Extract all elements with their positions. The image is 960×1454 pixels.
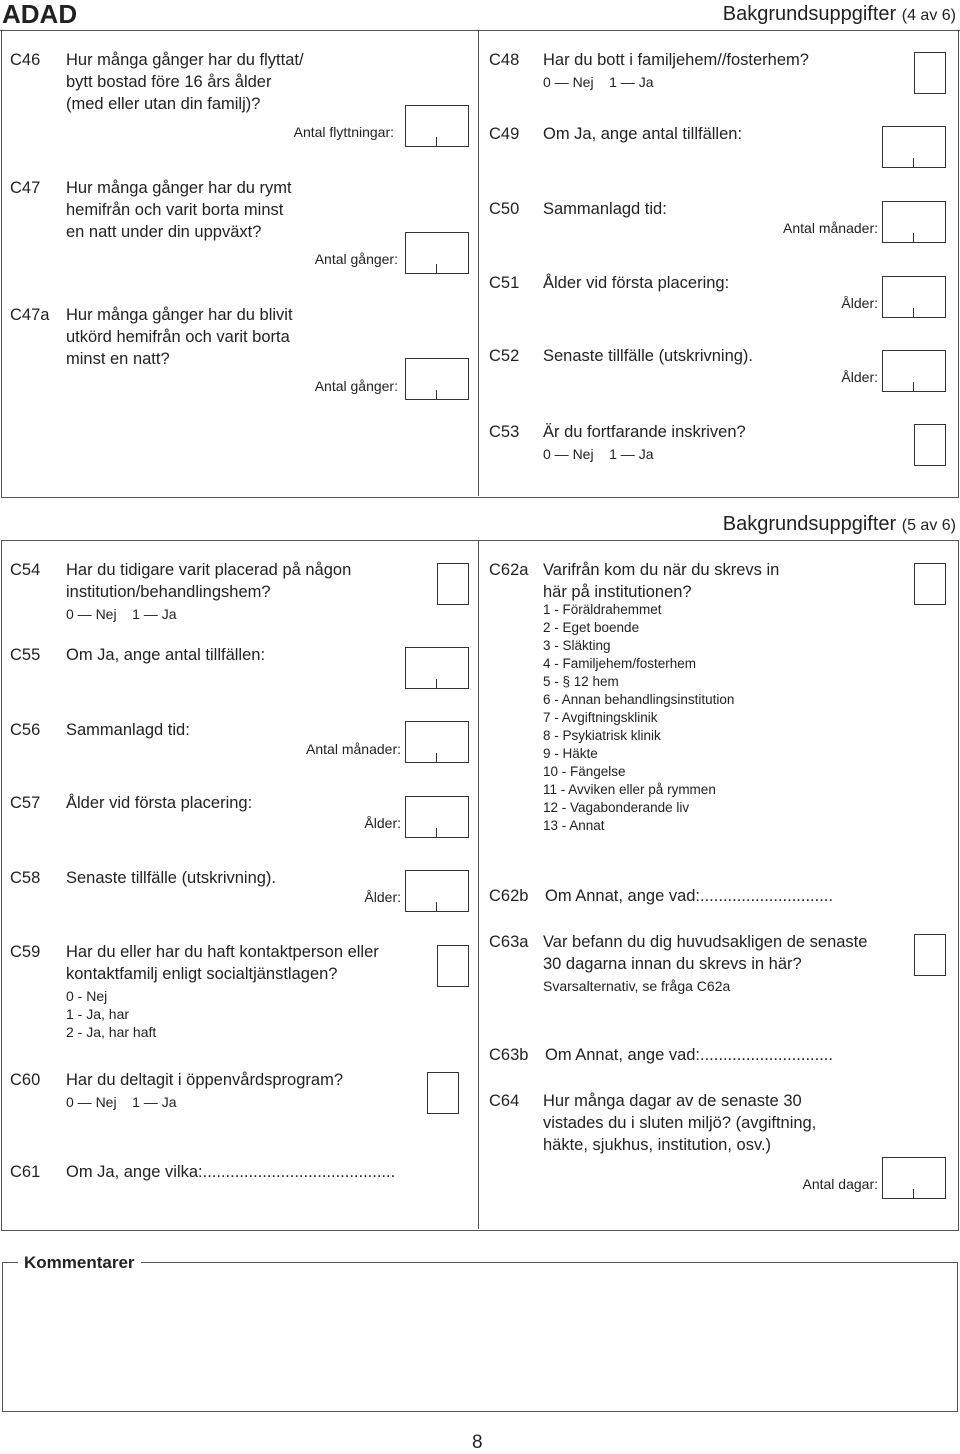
- answer-options: 0 — Nej 1 — Ja: [66, 606, 177, 622]
- question-text: Har du deltagit i öppenvårdsprogram?: [66, 1071, 343, 1089]
- answer-options-list: [543, 601, 734, 835]
- answer-box-divider: [436, 390, 437, 399]
- question-number: C55: [10, 646, 41, 664]
- question-text: Är du fortfarande inskriven?: [543, 423, 746, 441]
- question-text: Sammanlagd tid:: [543, 200, 667, 218]
- question-number: C57: [10, 794, 41, 812]
- panel-divider: [478, 30, 479, 496]
- answer-box-c60[interactable]: [427, 1072, 459, 1114]
- question-number: C51: [489, 274, 520, 292]
- list-item: 1 - Föräldrahemmet: [543, 602, 662, 617]
- question-text: Hur många gånger har du blivit: [66, 306, 293, 324]
- answer-box-c48[interactable]: [914, 52, 946, 94]
- answer-box-c58[interactable]: [405, 870, 469, 912]
- answer-box-c50[interactable]: [882, 201, 946, 243]
- question-number: C49: [489, 125, 520, 143]
- question-number: C60: [10, 1071, 41, 1089]
- answer-options: 0 — Nej 1 — Ja: [543, 446, 654, 462]
- question-number: C63b: [489, 1046, 529, 1064]
- answer-box-c57[interactable]: [405, 796, 469, 838]
- answer-label: Ålder:: [364, 889, 401, 905]
- question-text: Hur många gånger har du flyttat/: [66, 51, 304, 69]
- question-number: C61: [10, 1163, 41, 1181]
- panel-divider: [478, 540, 479, 1229]
- question-text: Om Ja, ange antal tillfällen:: [543, 125, 743, 143]
- answer-box-divider: [436, 137, 437, 146]
- question-number: C46: [10, 51, 41, 69]
- list-item: 12 - Vagabonderande liv: [543, 800, 690, 815]
- question-text: Hur många gånger har du rymt: [66, 179, 292, 197]
- answer-options: 0 — Nej 1 — Ja: [543, 74, 654, 90]
- question-number: C53: [489, 423, 520, 441]
- answer-line-c61[interactable]: Om Ja, ange vilka:..........................................: [66, 1163, 396, 1181]
- answer-box-divider: [436, 902, 437, 911]
- question-number: C52: [489, 347, 520, 365]
- question-number: C59: [10, 943, 41, 961]
- section-page: (4 av 6): [901, 7, 956, 24]
- list-item: 10 - Fängelse: [543, 764, 626, 779]
- question-text: bytt bostad före 16 års ålder: [66, 73, 272, 91]
- answer-box-divider: [913, 158, 914, 167]
- question-text: en natt under din uppväxt?: [66, 223, 262, 241]
- question-number: C62b: [489, 887, 529, 905]
- answer-box-c56[interactable]: [405, 721, 469, 763]
- answer-label: Antal gånger:: [314, 251, 398, 267]
- question-text: Senaste tillfälle (utskrivning).: [66, 869, 277, 887]
- answer-box-divider: [436, 264, 437, 273]
- answer-options: 0 — Nej 1 — Ja: [66, 1094, 177, 1110]
- question-text: hemifrån och varit borta minst: [66, 201, 284, 219]
- question-number: C62a: [489, 561, 529, 579]
- answer-label: Antal månader:: [783, 220, 878, 236]
- question-number: C58: [10, 869, 41, 887]
- question-text: 30 dagarna innan du skrevs in här?: [543, 955, 802, 973]
- answer-option: 1 - Ja, har: [66, 1006, 130, 1022]
- answer-box-c53[interactable]: [914, 424, 946, 466]
- answer-box-divider: [436, 753, 437, 762]
- question-text: kontaktfamilj enligt socialtjänstlagen?: [66, 965, 338, 983]
- answer-line-c62b[interactable]: Om Annat, ange vad:.............................: [545, 887, 833, 905]
- question-text: Varifrån kom du när du skrevs in: [543, 561, 780, 579]
- question-text: Hur många dagar av de senaste 30: [543, 1092, 802, 1110]
- answer-box-divider: [436, 679, 437, 688]
- question-text: häkte, sjukhus, institution, osv.): [543, 1136, 772, 1154]
- answer-label: Ålder:: [841, 369, 878, 385]
- question-number: C47a: [10, 306, 50, 324]
- answer-box-c62a[interactable]: [914, 563, 946, 605]
- question-text: Var befann du dig huvudsakligen de senaste: [543, 933, 868, 951]
- answer-box-divider: [913, 1189, 914, 1198]
- question-text: Har du tidigare varit placerad på någon: [66, 561, 352, 579]
- section-header-mid: [723, 512, 956, 538]
- question-text: Senaste tillfälle (utskrivning).: [543, 347, 754, 365]
- answer-box-c46[interactable]: [405, 105, 469, 147]
- question-text: utkörd hemifrån och varit borta: [66, 328, 290, 346]
- answer-box-c59[interactable]: [437, 945, 469, 987]
- list-item: 4 - Familjehem/fosterhem: [543, 656, 697, 671]
- list-item: 13 - Annat: [543, 818, 605, 833]
- answer-box-c52[interactable]: [882, 350, 946, 392]
- form-title: ADAD: [2, 0, 78, 29]
- section-header-top: [723, 2, 956, 28]
- list-item: 9 - Häkte: [543, 746, 598, 761]
- question-text: Har du bott i familjehem//fosterhem?: [543, 51, 809, 69]
- answer-box-c51[interactable]: [882, 276, 946, 318]
- comments-box[interactable]: [2, 1262, 958, 1412]
- question-text: vistades du i sluten miljö? (avgiftning,: [543, 1114, 817, 1132]
- question-text: Ålder vid första placering:: [66, 794, 253, 812]
- answer-label: Antal dagar:: [802, 1176, 878, 1192]
- question-text: minst en natt?: [66, 350, 170, 368]
- question-number: C47: [10, 179, 41, 197]
- answer-box-divider: [913, 233, 914, 242]
- answer-option: 0 - Nej: [66, 988, 108, 1004]
- answer-box-c63a[interactable]: [914, 934, 946, 976]
- question-text: institution/behandlingshem?: [66, 583, 271, 601]
- section-name: Bakgrundsuppgifter: [722, 513, 897, 535]
- question-number: C50: [489, 200, 520, 218]
- answer-box-c49[interactable]: [882, 126, 946, 168]
- question-number: C63a: [489, 933, 529, 951]
- answer-box-divider: [436, 828, 437, 837]
- answer-box-c55[interactable]: [405, 647, 469, 689]
- answer-box-divider: [913, 382, 914, 391]
- section-name: Bakgrundsuppgifter: [722, 3, 897, 25]
- page-number: 8: [472, 1432, 483, 1453]
- list-item: 2 - Eget boende: [543, 620, 640, 635]
- answer-box-divider: [913, 308, 914, 317]
- question-number: C54: [10, 561, 41, 579]
- question-text: Sammanlagd tid:: [66, 721, 190, 739]
- list-item: 8 - Psykiatrisk klinik: [543, 728, 661, 743]
- question-text: Ålder vid första placering:: [543, 274, 730, 292]
- list-item: 11 - Avviken eller på rymmen: [543, 782, 716, 797]
- comments-title: Kommentarer: [18, 1252, 141, 1274]
- answer-box-c47a[interactable]: [405, 358, 469, 400]
- question-text: Om Ja, ange antal tillfällen:: [66, 646, 266, 664]
- answer-label: Ålder:: [364, 815, 401, 831]
- list-item: 3 - Släkting: [543, 638, 611, 653]
- list-item: 6 - Annan behandlingsinstitution: [543, 692, 735, 707]
- answer-label: Antal gånger:: [314, 378, 398, 394]
- answer-label: Ålder:: [841, 295, 878, 311]
- question-number: C48: [489, 51, 520, 69]
- question-text: Har du eller har du haft kontaktperson eller: [66, 943, 379, 961]
- answer-box-c64[interactable]: [882, 1157, 946, 1199]
- answer-option: 2 - Ja, har haft: [66, 1024, 157, 1040]
- list-item: 5 - § 12 hem: [543, 674, 619, 689]
- question-text: här på institutionen?: [543, 583, 692, 601]
- question-text: (med eller utan din familj)?: [66, 95, 261, 113]
- answer-box-c47[interactable]: [405, 232, 469, 274]
- answer-note: Svarsalternativ, se fråga C62a: [543, 978, 731, 994]
- answer-box-c54[interactable]: [437, 563, 469, 605]
- answer-line-c63b[interactable]: Om Annat, ange vad:.............................: [545, 1046, 833, 1064]
- section-page: (5 av 6): [901, 517, 956, 534]
- question-number: C56: [10, 721, 41, 739]
- list-item: 7 - Avgiftningsklinik: [543, 710, 658, 725]
- answer-label: Antal månader:: [306, 741, 401, 757]
- answer-label: Antal flyttningar:: [293, 124, 394, 140]
- question-number: C64: [489, 1092, 520, 1110]
